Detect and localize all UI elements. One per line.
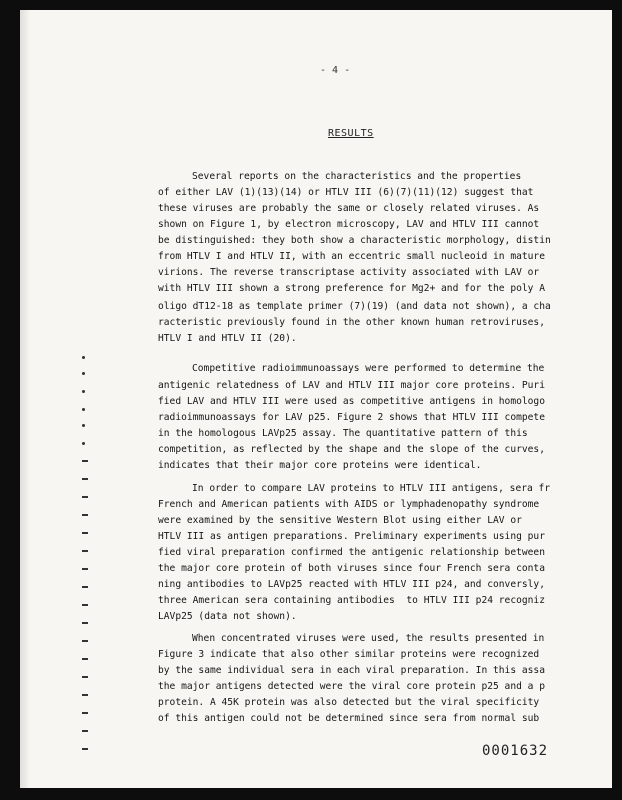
text-line: of either LAV (1)(13)(14) or HTLV III (6)(7)(11)(12) suggest that xyxy=(158,187,534,198)
text-line: fied viral preparation confirmed the antigenic relationship between xyxy=(158,547,545,558)
text-line: antigenic relatedness of LAV and HTLV III major core proteins. Puri xyxy=(158,380,545,391)
text-line: the major core protein of both viruses since four French sera conta xyxy=(158,563,545,574)
margin-mark xyxy=(82,424,85,427)
margin-mark xyxy=(82,532,88,534)
text-line: When concentrated viruses were used, the results presented in xyxy=(192,633,545,644)
text-line: of this antigen could not be determined since sera from normal sub xyxy=(158,713,540,724)
margin-mark xyxy=(82,658,88,660)
margin-mark xyxy=(82,640,88,642)
text-line: In order to compare LAV proteins to HTLV III antigens, sera fr xyxy=(192,483,551,494)
margin-mark xyxy=(82,478,88,480)
text-line: ning antibodies to LAVp25 reacted with HTLV III p24, and conversly, xyxy=(158,579,545,590)
margin-mark xyxy=(82,622,88,624)
text-line: oligo dT12-18 as template primer (7)(19) (and data not shown), a cha xyxy=(158,301,551,312)
margin-mark xyxy=(82,390,85,393)
text-line: were examined by the sensitive Western Blot using either LAV or xyxy=(158,515,522,526)
margin-mark xyxy=(82,550,88,552)
text-line: from HTLV I and HTLV II, with an eccentric small nucleoid in mature xyxy=(158,251,545,262)
margin-mark xyxy=(82,514,88,516)
margin-mark xyxy=(82,356,85,359)
page-edge-shadow xyxy=(20,10,30,788)
text-line: LAVp25 (data not shown). xyxy=(158,611,297,622)
margin-mark xyxy=(82,568,88,570)
text-line: HTLV I and HTLV II (20). xyxy=(158,333,297,344)
margin-mark xyxy=(82,408,85,411)
text-line: racteristic previously found in the other known human retroviruses, xyxy=(158,317,545,328)
text-line: these viruses are probably the same or closely related viruses. As xyxy=(158,203,540,214)
text-line: the major antigens detected were the viral core protein p25 and a p xyxy=(158,681,545,692)
margin-mark xyxy=(82,694,88,696)
margin-mark xyxy=(82,676,88,678)
text-line: virions. The reverse transcriptase activity associated with LAV or xyxy=(158,267,540,278)
margin-mark xyxy=(82,442,85,445)
text-line: competition, as reflected by the shape and the slope of the curves, xyxy=(158,444,545,455)
text-line: Several reports on the characteristics and the properties xyxy=(192,171,522,182)
text-line: three American sera containing antibodies to HTLV III p24 recogniz xyxy=(158,595,545,606)
margin-mark xyxy=(82,460,88,462)
margin-mark xyxy=(82,712,88,714)
text-line: French and American patients with AIDS or lymphadenopathy syndrome xyxy=(158,499,540,510)
section-heading: RESULTS xyxy=(328,128,374,139)
text-line: in the homologous LAVp25 assay. The quantitative pattern of this xyxy=(158,428,528,439)
text-line: with HTLV III shown a strong preference for Mg2+ and for the poly A xyxy=(158,283,545,294)
margin-mark xyxy=(82,730,88,732)
margin-mark xyxy=(82,604,88,606)
text-line: radioimmunoassays for LAV p25. Figure 2 shows that HTLV III compete xyxy=(158,412,545,423)
text-line: by the same individual sera in each viral preparation. In this assa xyxy=(158,665,545,676)
text-line: fied LAV and HTLV III were used as competitive antigens in homologo xyxy=(158,396,545,407)
text-line: shown on Figure 1, by electron microscopy, LAV and HTLV III cannot xyxy=(158,219,540,230)
margin-mark xyxy=(82,496,88,498)
text-line: indicates that their major core proteins were identical. xyxy=(158,460,482,471)
line-number-marks xyxy=(80,10,92,788)
text-line: HTLV III as antigen preparations. Preliminary experiments using pur xyxy=(158,531,545,542)
margin-mark xyxy=(82,372,85,375)
text-line: be distinguished: they both show a characteristic morphology, distin xyxy=(158,235,551,246)
page-number: - 4 - xyxy=(320,65,351,76)
document-id-stamp: 0001632 xyxy=(482,743,549,759)
text-line: Figure 3 indicate that also other similar proteins were recognized xyxy=(158,649,540,660)
margin-mark xyxy=(82,748,88,750)
document-page xyxy=(20,10,612,788)
margin-mark xyxy=(82,586,88,588)
text-line: protein. A 45K protein was also detected but the viral specificity xyxy=(158,697,540,708)
text-line: Competitive radioimmunoassays were performed to determine the xyxy=(192,363,545,374)
